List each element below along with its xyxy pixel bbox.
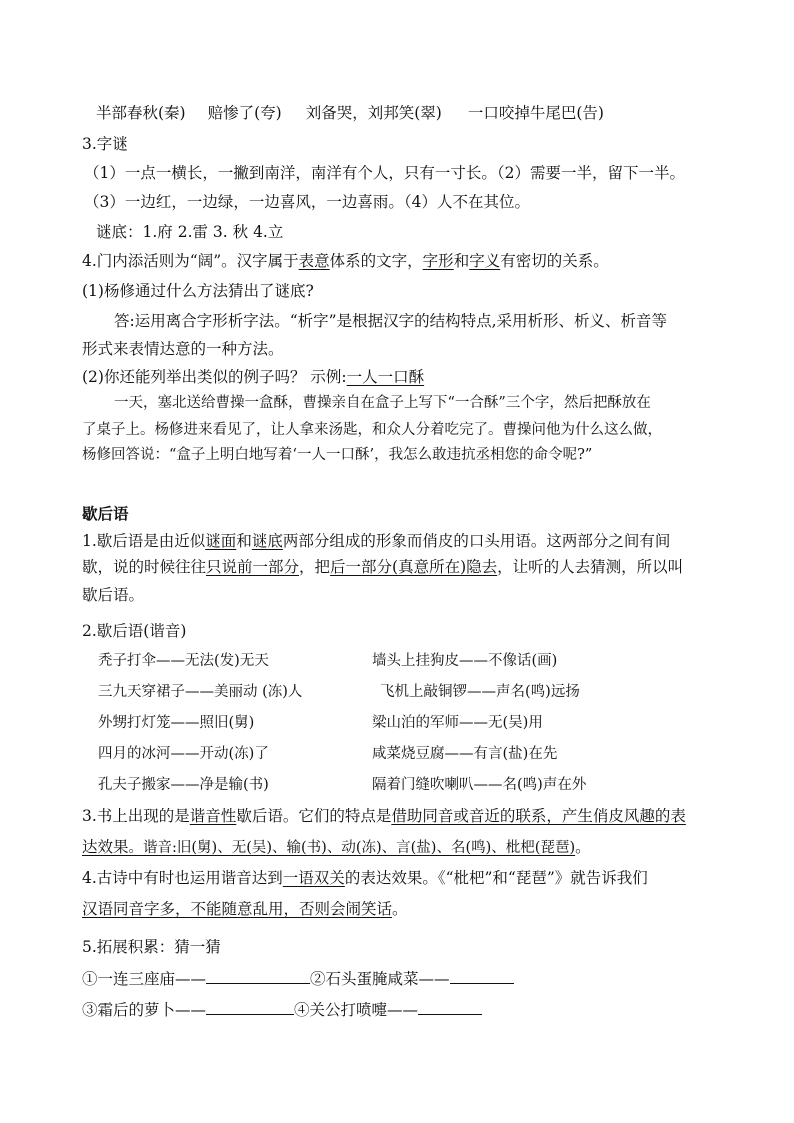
riddle-item: 赔惨了(夸) (207, 104, 282, 122)
underlined-term: 后一部分(真意所在)隐去 (330, 558, 498, 576)
story-line: 一天，塞北送给曹操一盒酥，曹操亲自在盒子上写下“一合酥”三个字，然后把酥放在 (114, 395, 651, 411)
paragraph-line: 达效果。谐音:旧(舅)、无(吴)、输(书)、动(冻)、言(盐)、名(鸣)、枇杷(琵琶)。 (82, 838, 591, 856)
riddle-line: （1）一点一横长，一撇到南洋，南洋有个人，只有一寸长。（2）需要一半，留下一半。 (84, 164, 685, 182)
saying-left: 秃子打伞——无法(发)无天 (98, 653, 269, 669)
underlined-term: 只说前一部分 (206, 558, 300, 576)
answer-line: 形式来表情达意的一种方法。 (82, 340, 284, 358)
riddle-line: （3）一边红，一边绿，一边喜风，一边喜雨。（4）人不在其位。 (84, 193, 530, 211)
question: (1)杨修通过什么方法猜出了谜底? (82, 282, 314, 300)
fill-in-row (82, 998, 482, 1021)
answer-blank[interactable] (206, 967, 310, 984)
story-line: 杨修回答说：“盒子上明白地写着‘一人一口酥’，我怎么敢违抗丞相您的命令呢?” (82, 447, 593, 463)
riddle-prompt: ③霜后的萝卜—— (82, 1001, 207, 1019)
underlined-term: 谜底 (251, 532, 283, 550)
paragraph-line: 4.古诗中有时也运用谐音达到一语双关的表达效果。《“枇杷”和“琵琶”》就告诉我们 (82, 869, 648, 887)
paragraph-line: 歇后语。 (82, 586, 145, 604)
underlined-term: 谐音性 (189, 807, 237, 825)
underlined-term: 汉语同音字多，不能随意乱用，否则会闹笑话 (82, 900, 393, 918)
saying-left: 三九天穿裙子——美丽动 (冻)人 (98, 684, 303, 700)
saying-left: 外甥打灯笼——照旧(舅) (98, 715, 255, 731)
answer-blank[interactable] (206, 998, 294, 1015)
riddle-item: 刘备哭，刘邦笑(翠) (305, 104, 442, 122)
riddle-row (96, 102, 604, 124)
saying-right: 梁山泊的军师——无(吴)用 (372, 715, 543, 731)
saying-right: 墙头上挂狗皮——不像话(画) (372, 653, 558, 669)
underlined-term: 达效果 (82, 838, 129, 856)
answer-blank[interactable] (450, 967, 514, 984)
riddle-prompt: ①一连三座庙—— (82, 970, 207, 988)
underlined-term: 表意 (298, 252, 330, 270)
story-line: 了桌子上。杨修进来看见了，让人拿来汤匙，和众人分着吃完了。曹操问他为什么这么做， (82, 422, 662, 438)
underlined-term: 借助同音或音近的联系，产生俏皮风趣的表 (391, 807, 686, 825)
riddle-item: 一口咬掉牛尾巴(告) (467, 104, 604, 122)
underlined-term: 字义 (469, 252, 501, 270)
riddle-answers: 谜底：1.府 2.雷 3. 秋 4.立 (96, 223, 284, 241)
underlined-term: 字形 (422, 252, 454, 270)
answer-blank[interactable] (418, 998, 482, 1015)
saying-left: 孔夫子搬家——净是输(书) (98, 777, 269, 793)
underlined-term: 一语双关 (282, 869, 345, 887)
example-answer: 一人一口酥 (346, 368, 425, 386)
paragraph-line: 歇，说的时候往往只说前一部分，把后一部分(真意所在)隐去，让听的人去猜测，所以叫 (82, 558, 684, 576)
fill-in-row (82, 967, 514, 990)
saying-left: 四月的冰河——开动(冻)了 (98, 746, 269, 762)
saying-right: 飞机上敲铜锣——声名(鸣)远扬 (380, 684, 580, 700)
question: (2)你还能列举出类似的例子吗？ 示例:一人一口酥 (82, 368, 425, 386)
section-4-line: 4.门内添活则为“阔”。汉字属于表意体系的文字，字形和字义有密切的关系。 (82, 252, 609, 270)
paragraph-line: 汉语同音字多，不能随意乱用，否则会闹笑话。 (82, 900, 408, 918)
section-heading: 歇后语 (82, 505, 129, 523)
section-3-title: 3.字谜 (82, 135, 128, 153)
riddle-item: 半部春秋(秦) (96, 104, 186, 122)
paragraph-line: 3.书上出现的是谐音性歇后语。它们的特点是借助同音或音近的联系，产生俏皮风趣的表 (82, 807, 686, 825)
saying-right: 隔着门缝吹喇叭——名(鸣)声在外 (372, 777, 587, 793)
riddle-prompt: ②石头蛋腌咸菜—— (310, 970, 450, 988)
subsection-title: 2.歇后语(谐音) (82, 622, 187, 640)
subsection-title: 5.拓展积累：猜一猜 (82, 938, 221, 956)
riddle-prompt: ④关公打喷嚏—— (294, 1001, 419, 1019)
paragraph-line: 1.歇后语是由近似谜面和谜底两部分组成的形象而俏皮的口头用语。这两部分之间有间 (82, 532, 671, 550)
underlined-term: 。谐音:旧(舅)、无(吴)、输(书)、动(冻)、言(盐)、名(鸣)、枇杷(琵琶) (128, 840, 576, 856)
answer-line: 答:运用离合字形析字法。“析字”是根据汉字的结构特点,采用析形、析义、析音等 (114, 312, 667, 330)
underlined-term: 谜面 (205, 532, 237, 550)
saying-right: 咸菜烧豆腐——有言(盐)在先 (372, 746, 558, 762)
